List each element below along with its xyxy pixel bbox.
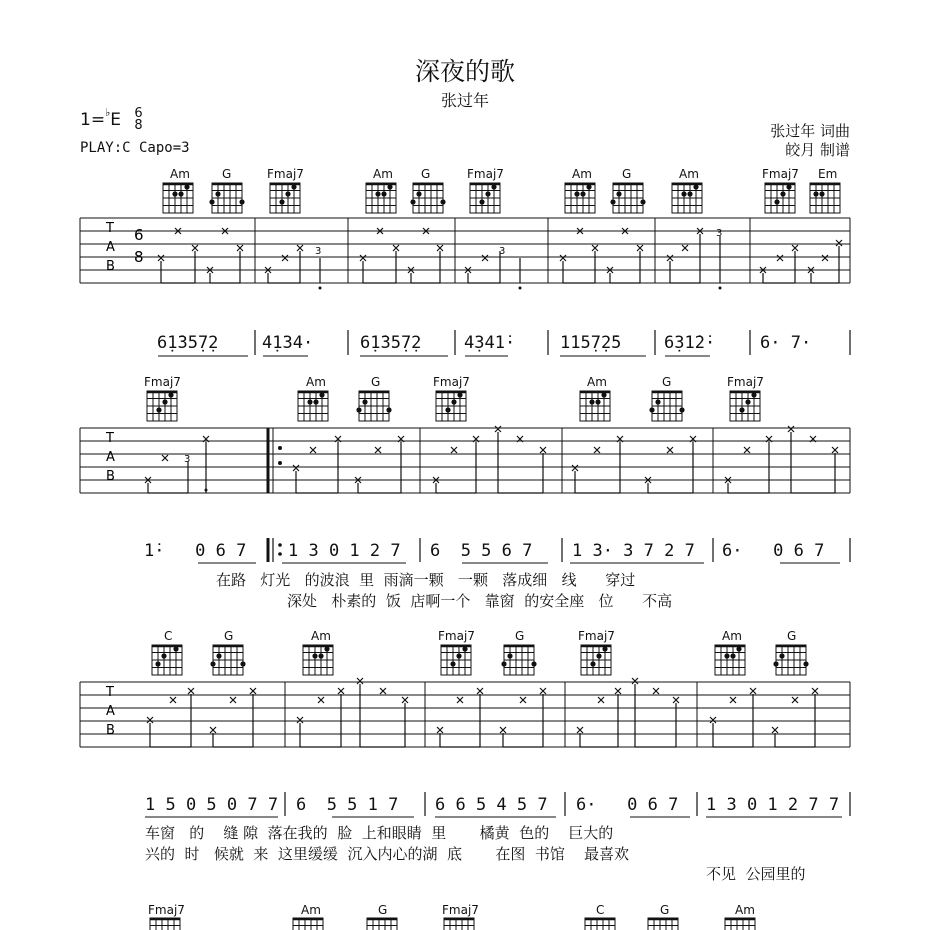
chord-name: Fmaj7	[433, 375, 470, 389]
chord-name: Am	[572, 167, 592, 181]
lyrics-verse-3: 不见 公园里的	[706, 865, 806, 883]
jianpu-measure: 4̣134·	[262, 333, 314, 353]
tab-clef-t: T	[106, 685, 114, 700]
play-capo-info: PLAY:C Capo=3	[80, 140, 190, 156]
chord-name: Em	[818, 167, 838, 181]
chord-name: Fmaj7	[144, 375, 181, 389]
jianpu-measure: 4̣341̇·	[464, 333, 516, 353]
chord-name: Fmaj7	[578, 629, 615, 643]
jianpu-measure: 1̇15̣7̣2̇5	[560, 333, 622, 353]
chord-name: Fmaj7	[762, 167, 799, 181]
chord-name: Am	[722, 629, 742, 643]
chord-name: Am	[311, 629, 331, 643]
tab-time-top: 6	[134, 226, 144, 244]
tab-clef-t: T	[106, 431, 114, 446]
chord-name: Am	[170, 167, 190, 181]
key-note: E	[110, 110, 122, 130]
jianpu-measure: 6̣31̇2̇·	[664, 333, 716, 353]
chord-name: G	[662, 375, 672, 389]
chord-name: Fmaj7	[267, 167, 304, 181]
tab-clef-b: B	[106, 723, 115, 738]
jianpu-measure: 1 3 0 1 2 7 7	[706, 795, 840, 815]
chord-name: Am	[735, 903, 755, 917]
chord-name: Fmaj7	[467, 167, 504, 181]
lyrics-verse-2: 深处 朴素的 饭 店啊一个 靠窗 的安全座 位 不高	[287, 592, 673, 610]
lyrics-verse-1: 在路 灯光 的波浪 里 雨滴一颗 一颗 落成细 线 穿过	[216, 571, 636, 589]
svg-text:3: 3	[716, 228, 723, 239]
tab-clef-b: B	[106, 469, 115, 484]
lyrics-verse-1: 车窗 的 缝 隙 落在我的 脸 上和眼睛 里 橘黄 色的 巨大的	[145, 824, 614, 842]
chord-name: Fmaj7	[442, 903, 479, 917]
svg-text:3: 3	[499, 246, 506, 257]
chord-name: G	[224, 629, 234, 643]
meter-bottom: 8	[134, 118, 143, 133]
chord-name: G	[660, 903, 670, 917]
credit-lyrics: 张过年 词曲	[770, 122, 850, 140]
jianpu-measure: 1 3 0 1 2 7	[288, 541, 401, 561]
chord-name: Fmaj7	[148, 903, 185, 917]
song-artist: 张过年	[440, 91, 489, 110]
key-prefix: 1=	[80, 110, 106, 130]
credit-maker: 皎月 制谱	[785, 141, 850, 159]
chord-name: C	[596, 903, 605, 917]
tab-clef-a: A	[106, 450, 115, 465]
chord-name: Fmaj7	[727, 375, 764, 389]
flat-sign: ♭	[105, 106, 111, 119]
tab-clef-a: A	[106, 240, 115, 255]
jianpu-measure: 6̣1̇35̣7̣2	[360, 333, 422, 353]
jianpu-measure: 6 5 5 6 7	[430, 541, 533, 561]
chord-name: G	[515, 629, 525, 643]
chord-name: Am	[301, 903, 321, 917]
chord-name: Am	[679, 167, 699, 181]
chord-name: G	[222, 167, 232, 181]
lyrics-verse-2: 兴的 时 候就 来 这里缓缓 沉入内心的湖 底 在图 书馆 最喜欢	[145, 845, 629, 863]
meter-top: 6	[134, 106, 143, 121]
jianpu-measure: 6 5 5 1 7	[296, 795, 399, 815]
chord-name: Fmaj7	[438, 629, 475, 643]
jianpu-measure: 6 6 5 4 5 7	[435, 795, 548, 815]
chord-name: G	[371, 375, 381, 389]
chord-name: G	[787, 629, 797, 643]
jianpu-measure: 6· 0 6 7	[576, 795, 679, 815]
jianpu-measure: 6· 0 6 7	[722, 541, 825, 561]
tab-clef-t: T	[106, 221, 114, 236]
svg-text:3: 3	[184, 454, 191, 465]
chord-name: Am	[587, 375, 607, 389]
chord-name: G	[421, 167, 431, 181]
chord-name: C	[164, 629, 173, 643]
chord-name: G	[378, 903, 388, 917]
tab-clef-b: B	[106, 259, 115, 274]
svg-text:3: 3	[315, 246, 322, 257]
chord-name: G	[622, 167, 632, 181]
tab-clef-a: A	[106, 704, 115, 719]
song-title: 深夜的歌	[414, 57, 515, 86]
chord-name: Am	[373, 167, 393, 181]
jianpu-measure: 6̣1̇35̣7̣2	[157, 333, 219, 353]
tab-time-bottom: 8	[134, 248, 144, 266]
jianpu-measure: 6· 7·	[760, 333, 812, 353]
jianpu-measure: 1 5 0 5 0 7 7	[145, 795, 279, 815]
jianpu-measure: 1 3· 3 7 2 7	[572, 541, 695, 561]
jianpu-measure: 1̇· 0 6 7	[144, 541, 247, 561]
chord-name: Am	[306, 375, 326, 389]
